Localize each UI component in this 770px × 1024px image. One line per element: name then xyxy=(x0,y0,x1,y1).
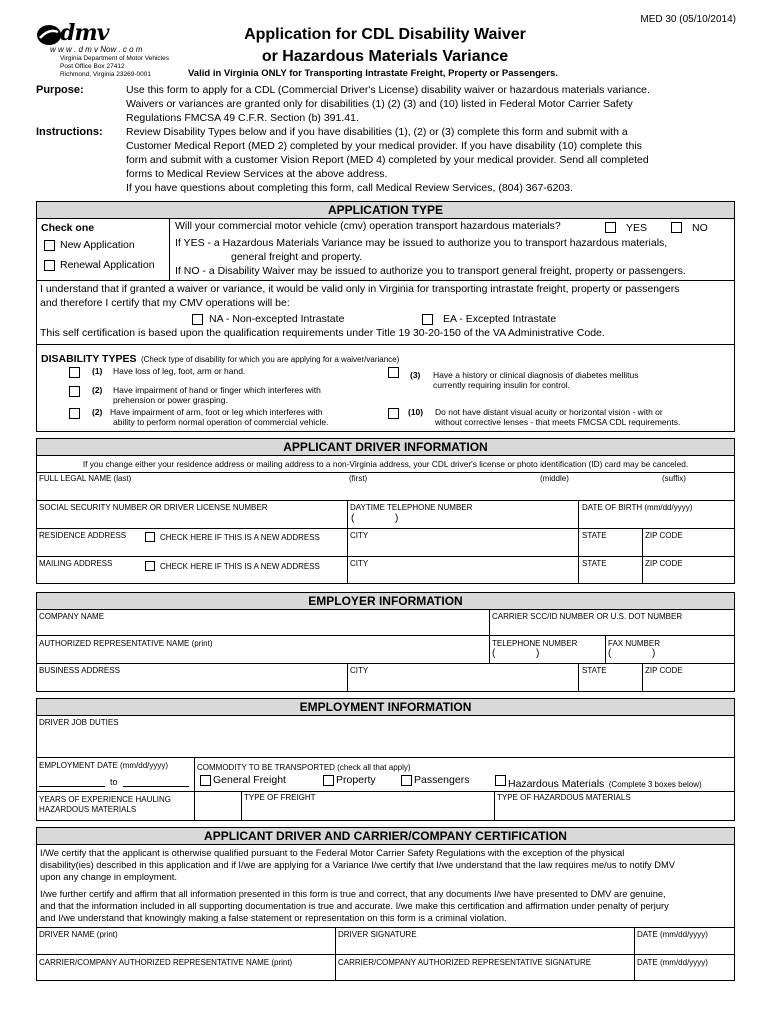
na-intrastate-checkbox[interactable] xyxy=(192,314,203,325)
auth-rep-label: AUTHORIZED REPRESENTATIVE NAME (print) xyxy=(39,639,213,648)
employer-zip-label: ZIP CODE xyxy=(645,666,683,675)
disability-types-heading: DISABILITY TYPES xyxy=(41,353,137,365)
disability-3-text-1: Have a history or clinical diagnosis of diabetes mellitus xyxy=(433,370,639,380)
hazardous-materials-label: Hazardous Materials xyxy=(508,778,605,790)
employment-date-from[interactable] xyxy=(39,786,105,787)
hazmat-question: Will your commercial motor vehicle (cmv) operation transport hazardous materials? xyxy=(175,220,561,232)
address-change-notice: If you change either your residence address or mailing address to a non-Virginia address, your CDL driver's license or photo identification (ID) card may be canceled. xyxy=(82,459,689,469)
page-title-line-2: or Hazardous Materials Variance xyxy=(261,48,509,65)
disability-10-text-1: Do not have distant visual acuity or horizontal vision - with or xyxy=(435,407,663,417)
residence-new-address-checkbox[interactable] xyxy=(145,532,155,542)
years-experience-label-2: HAZARDOUS MATERIALS xyxy=(39,805,137,814)
driver-signature-label: DRIVER SIGNATURE xyxy=(338,930,417,939)
instructions-text-1: Review Disability Types below and if you have disabilities (1), (2) or (3) complete this form and submit with a xyxy=(126,126,628,138)
dmv-address-1: Post Office Box 27412 xyxy=(60,63,125,70)
residence-state-label: STATE xyxy=(582,531,607,540)
disability-types-note: (Check type of disability for which you are applying for a waiver/variance) xyxy=(140,355,400,364)
carrier-rep-signature-label: CARRIER/COMPANY AUTHORIZED REPRESENTATIVE SIGNATURE xyxy=(338,958,592,967)
disability-2a-num: (2) xyxy=(92,385,103,395)
first-name-label: (first) xyxy=(349,474,368,483)
residence-address-label: RESIDENCE ADDRESS xyxy=(39,531,127,540)
cert-p1-line-3: upon any change in employment. xyxy=(40,872,177,882)
certification-section xyxy=(36,827,735,981)
disability-3-text-2: currently requiring insulin for control. xyxy=(433,380,571,390)
dmv-agency: Virginia Department of Motor Vehicles xyxy=(60,55,169,62)
dob-label: DATE OF BIRTH (mm/dd/yyyy) xyxy=(582,503,693,512)
purpose-label: Purpose: xyxy=(36,84,84,96)
page-title-line-1: Application for CDL Disability Waiver xyxy=(244,26,526,43)
ssn-input[interactable] xyxy=(37,513,347,527)
fax-input[interactable] xyxy=(606,648,734,662)
disability-10-checkbox[interactable] xyxy=(388,408,399,419)
instructions-text-2: Customer Medical Report (MED 2) completed by your medical provider. If you have disability (10) complete this xyxy=(126,140,642,152)
na-intrastate-label: NA - Non-excepted Intrastate xyxy=(209,313,345,325)
page-subtitle: Valid in Virginia ONLY for Transporting Intrastate Freight, Property or Passengers. xyxy=(188,68,558,79)
employer-state-label: STATE xyxy=(582,666,607,675)
understand-text-1: I understand that if granted a waiver or variance, it would be valid only in Virginia for transporting intrastate freight, property or passengers xyxy=(40,283,680,295)
general-freight-label: General Freight xyxy=(213,774,286,786)
new-application-label: New Application xyxy=(60,239,135,251)
fax-paren-open: ( xyxy=(608,648,612,659)
disability-1-checkbox[interactable] xyxy=(69,367,80,378)
cert-p1-line-2: disability(ies) described in this application and if I/we are applying for a Variance I/we certify that I/we understand that the law requires me/us to notify DMV xyxy=(40,860,675,870)
employer-telephone-input[interactable] xyxy=(490,648,605,662)
instructions-label: Instructions: xyxy=(36,126,103,138)
full-name-input[interactable] xyxy=(37,485,734,499)
disability-3-checkbox[interactable] xyxy=(388,367,399,378)
years-experience-label-1: YEARS OF EXPERIENCE HAULING xyxy=(39,795,172,804)
disability-3-num: (3) xyxy=(410,370,421,380)
middle-name-label: (middle) xyxy=(540,474,569,483)
job-duties-label: DRIVER JOB DUTIES xyxy=(39,718,119,727)
new-application-checkbox[interactable] xyxy=(44,240,55,251)
cert-p2-line-2: and that the information included in all supporting documentation is true and accurate. I/we make this certification and affirmation under penalty of perjury xyxy=(40,901,669,911)
if-no-text: If NO - a Disability Waiver may be issued to authorize you to transport general freight, property or passengers. xyxy=(175,265,686,277)
emp-phone-paren-close: ) xyxy=(536,648,540,659)
mailing-zip-label: ZIP CODE xyxy=(645,559,683,568)
phone-paren-open: ( xyxy=(351,513,355,524)
mailing-new-address-checkbox[interactable] xyxy=(145,561,155,571)
form-number: MED 30 (05/10/2014) xyxy=(640,14,736,25)
carrier-scc-label: CARRIER SCC/ID NUMBER OR U.S. DOT NUMBER xyxy=(492,612,683,621)
if-yes-text-1: If YES - a Hazardous Materials Variance may be issued to authorize you to transport hazardous materials, xyxy=(175,237,668,249)
daytime-phone-label: DAYTIME TELEPHONE NUMBER xyxy=(350,503,473,512)
property-label: Property xyxy=(336,774,376,786)
application-type-section xyxy=(36,201,735,432)
passengers-label: Passengers xyxy=(414,774,470,786)
ea-intrastate-label: EA - Excepted Intrastate xyxy=(443,313,557,325)
yes-checkbox[interactable] xyxy=(605,222,616,233)
emp-phone-paren-open: ( xyxy=(492,648,496,659)
type-freight-label: TYPE OF FREIGHT xyxy=(244,793,316,802)
purpose-text-1: Use this form to apply for a CDL (Commercial Driver's License) disability waiver or hazardous materials variance. xyxy=(126,84,650,96)
employment-section xyxy=(36,698,735,821)
disability-1-text: Have loss of leg, foot, arm or hand. xyxy=(113,366,246,376)
disability-2b-num: (2) xyxy=(92,407,103,417)
no-checkbox[interactable] xyxy=(671,222,682,233)
no-label: NO xyxy=(692,222,708,234)
dob-input[interactable] xyxy=(579,513,734,527)
phone-paren-close: ) xyxy=(395,513,399,524)
dmv-brand: dmv xyxy=(60,20,109,46)
understand-text-2: and therefore I certify that my CMV operations will be: xyxy=(40,297,290,309)
renewal-application-checkbox[interactable] xyxy=(44,260,55,271)
employment-header: EMPLOYMENT INFORMATION xyxy=(37,699,734,716)
carrier-date-label: DATE (mm/dd/yyyy) xyxy=(637,958,708,967)
ea-intrastate-checkbox[interactable] xyxy=(422,314,433,325)
full-name-label: FULL LEGAL NAME (last) xyxy=(39,474,132,483)
self-cert-text: This self certification is based upon the qualification requirements under Title 19 30-20-150 of the VA Administrative Code. xyxy=(40,327,605,339)
employer-section xyxy=(36,592,735,692)
cert-p2-line-1: I/we further certify and affirm that all information presented in this form is true and correct, that any documents I/we have presented to DMV are genuine, xyxy=(40,889,666,899)
hazardous-materials-checkbox[interactable] xyxy=(495,775,506,786)
company-name-label: COMPANY NAME xyxy=(39,612,105,621)
job-duties-input[interactable] xyxy=(37,728,734,757)
instructions-text-4: forms to Medical Review Services at the above address. xyxy=(126,168,388,180)
check-one-label: Check one xyxy=(41,222,95,234)
cert-p1-line-1: I/We certify that the applicant is otherwise qualified pursuant to the Federal Motor Carrier Safety Regulations with the exception of the physical xyxy=(40,848,625,858)
disability-2a-text-1: Have impairment of hand or finger which interferes with xyxy=(113,385,321,395)
dmv-logo xyxy=(36,22,186,80)
hazardous-materials-label-group xyxy=(508,774,702,792)
daytime-phone-input[interactable] xyxy=(348,513,578,527)
general-freight-checkbox[interactable] xyxy=(200,775,211,786)
commodity-label: COMMODITY TO BE TRANSPORTED (check all that apply) xyxy=(197,763,411,772)
disability-2b-text-1: Have impairment of arm, foot or leg which interferes with xyxy=(110,407,323,417)
mailing-state-label: STATE xyxy=(582,559,607,568)
employer-city-label: CITY xyxy=(350,666,369,675)
renewal-application-label: Renewal Application xyxy=(60,259,155,271)
employment-date-to-label: to xyxy=(110,777,118,787)
hazardous-materials-note: (Complete 3 boxes below) xyxy=(608,780,702,789)
purpose-text-2: Waivers or variances are granted only for disabilities (1) (2) (3) and (10) listed in Federal Motor Carrier Safety xyxy=(126,98,633,110)
employment-date-label: EMPLOYMENT DATE (mm/dd/yyyy) xyxy=(39,761,169,770)
mailing-address-label: MAILING ADDRESS xyxy=(39,559,113,568)
yes-label: YES xyxy=(626,222,648,234)
disability-2b-checkbox[interactable] xyxy=(69,408,80,419)
application-type-header: APPLICATION TYPE xyxy=(37,202,734,219)
suffix-label: (suffix) xyxy=(662,474,686,483)
type-hazmat-label: TYPE OF HAZARDOUS MATERIALS xyxy=(497,793,631,802)
purpose-text-3: Regulations FMCSA 49 C.F.R. Section (b) 391.41. xyxy=(126,112,359,124)
residence-city-label: CITY xyxy=(350,531,369,540)
dmv-address-2: Richmond, Virginia 23269-0001 xyxy=(60,71,151,78)
passengers-checkbox[interactable] xyxy=(401,775,412,786)
disability-types-title xyxy=(41,349,399,367)
disability-10-text-2: without corrective lenses - that meets FMCSA CDL requirements. xyxy=(435,417,681,427)
mailing-city-label: CITY xyxy=(350,559,369,568)
residence-new-address-label: CHECK HERE IF THIS IS A NEW ADDRESS xyxy=(160,533,320,542)
mailing-new-address-label: CHECK HERE IF THIS IS A NEW ADDRESS xyxy=(160,562,320,571)
dmv-logo-mark xyxy=(36,24,62,46)
applicant-driver-section xyxy=(36,438,735,584)
certification-header: APPLICANT DRIVER AND CARRIER/COMPANY CERTIFICATION xyxy=(37,828,734,845)
employment-date-to[interactable] xyxy=(123,786,189,787)
instructions-text-3: form and submit with a customer Vision Report (MED 4) completed by your medical provider. Send all completed xyxy=(126,154,649,166)
property-checkbox[interactable] xyxy=(323,775,334,786)
disability-2b-text-2: ability to perform normal operation of commercial vehicle. xyxy=(113,417,329,427)
disability-2a-text-2: prehension or power grasping. xyxy=(113,395,228,405)
carrier-rep-name-label: CARRIER/COMPANY AUTHORIZED REPRESENTATIVE NAME (print) xyxy=(39,958,293,967)
fax-label: FAX NUMBER xyxy=(608,639,661,648)
instructions-text-5: If you have questions about completing this form, call Medical Review Services, (804) 367-6203. xyxy=(126,182,574,194)
employer-header: EMPLOYER INFORMATION xyxy=(37,593,734,610)
residence-zip-label: ZIP CODE xyxy=(645,531,683,540)
if-yes-text-2: general freight and property. xyxy=(231,251,363,263)
disability-10-num: (10) xyxy=(408,407,424,417)
disability-1-num: (1) xyxy=(92,366,103,376)
cert-p2-line-3: and I/we understand that knowingly making a false statement or representation on this form is a criminal violation. xyxy=(40,913,507,923)
ssn-label: SOCIAL SECURITY NUMBER OR DRIVER LICENSE NUMBER xyxy=(39,503,268,512)
applicant-driver-header: APPLICANT DRIVER INFORMATION xyxy=(37,439,734,456)
employer-telephone-label: TELEPHONE NUMBER xyxy=(492,639,578,648)
business-address-label: BUSINESS ADDRESS xyxy=(39,666,120,675)
driver-date-label: DATE (mm/dd/yyyy) xyxy=(637,930,708,939)
dmv-website: w w w . d m v Now . c o m xyxy=(50,45,143,54)
fax-paren-close: ) xyxy=(652,648,656,659)
driver-name-label: DRIVER NAME (print) xyxy=(39,930,118,939)
disability-2a-checkbox[interactable] xyxy=(69,386,80,397)
